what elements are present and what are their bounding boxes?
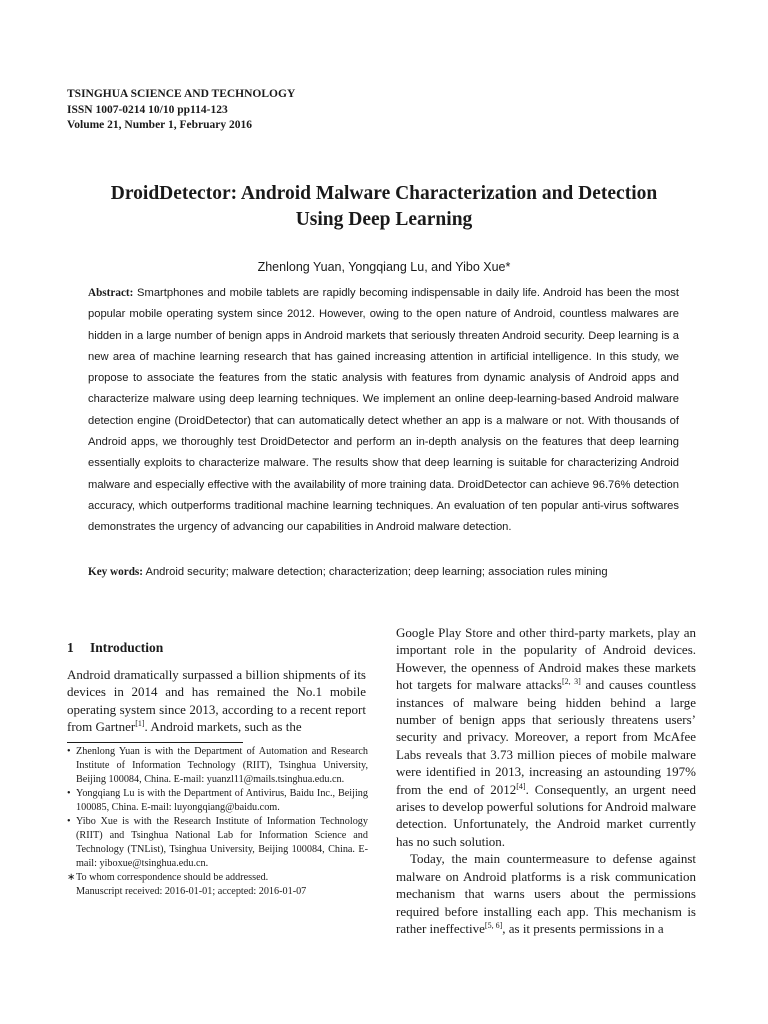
- paper-title-line-2: Using Deep Learning: [295, 209, 473, 230]
- footnotes: [67, 745, 368, 899]
- footnote-text: To whom correspondence should be addressed.: [76, 872, 269, 883]
- journal-issn: ISSN 1007-0214 10/10 pp114-123: [67, 103, 228, 116]
- text-part: and causes countless instances of malware being hidden behind a large number of benign apps that seriously threatens users’ security and privacy. Moreover, a report from McAfee Labs reveals that 3.73 million pieces of mobile malware were identified in 2013, increasing an astounding 197% from the end of 2012: [396, 677, 697, 797]
- citation-4: [4]: [516, 781, 526, 791]
- left-text-part-2: . Android markets, such as the: [144, 719, 302, 735]
- footnote-text: Yongqiang Lu is with the Department of Antivirus, Baidu Inc., Beijing 100085, China. E-mail: luyongqiang@baidu.com.: [76, 788, 368, 813]
- journal-header: [67, 87, 295, 134]
- section-title: Introduction: [90, 640, 164, 655]
- citation-1: [1]: [135, 719, 145, 729]
- paper-title-line-1: DroidDetector: Android Malware Characterization and Detection: [110, 183, 658, 204]
- left-text-part-1: Android dramatically surpassed a billion shipments of its devices in 2014 and has remained the No.1 mobile operating system since 2013, according to a recent report from Gartner: [67, 667, 366, 735]
- footnote-author-1: [67, 745, 368, 787]
- asterisk-icon: ∗: [67, 872, 76, 883]
- footnote-text: Zhenlong Yuan is with the Department of Automation and Research Institute of Information Technology (RIIT), Tsinghua University, Beijing 100084, China. E-mail: yuanzl11@mails.tsinghua.edu.cn.: [76, 746, 368, 785]
- abstract-label: Abstract:: [88, 287, 134, 299]
- left-column-text: [67, 666, 366, 736]
- journal-name: TSINGHUA SCIENCE AND TECHNOLOGY: [67, 88, 296, 100]
- footnote-author-2: [67, 787, 368, 815]
- text-part: , as it presents permissions in a: [502, 920, 664, 936]
- manuscript-dates: Manuscript received: 2016-01-01; accepted: 2016-01-07: [76, 886, 307, 897]
- abstract: [88, 283, 679, 539]
- text-part: . Consequently, an urgent need arises to develop powerful solutions for Android malware detection. Unfortunately, the Android market currently has no such solution.: [396, 781, 697, 849]
- keywords-label: Key words:: [88, 566, 143, 578]
- bullet-icon: •: [67, 816, 71, 827]
- bullet-icon: •: [67, 788, 71, 799]
- text-part: Today, the main countermeasure to defense against malware on Android platforms is a risk communication mechanism that warns users about the permissions required before installing each app. This mechanism is rather ineffective: [396, 851, 696, 936]
- section-heading: [67, 640, 163, 656]
- footnote-divider: [67, 742, 243, 743]
- keywords-text: Android security; malware detection; characterization; deep learning; association rules mining: [145, 566, 608, 578]
- section-number: 1: [67, 640, 74, 655]
- footnote-correspondence: [67, 871, 368, 885]
- keywords: [88, 564, 708, 580]
- citation-5-6: [5, 6]: [484, 920, 503, 930]
- paragraph: [396, 624, 696, 850]
- right-column-text: [396, 624, 696, 937]
- paper-title: [60, 181, 708, 233]
- bullet-icon: •: [67, 746, 71, 757]
- footnote-author-3: [67, 815, 368, 871]
- abstract-text: Smartphones and mobile tablets are rapidly becoming indispensable in daily life. Android has been the most popular mobile operating system since 2012. However, owing to the open nature of Android, countless malwares are hidden in a large number of benign apps in Android markets that seriously threaten Android security. Deep learning is a new area of machine learning research that has gained increasing attention in artificial intelligence. In this study, we propose to associate the features from the static analysis with features from dynamic analysis of Android apps and characterize malware using deep learning techniques. We implement an online deep-learning-based Android malware detection engine (DroidDetector) that can automatically detect whether an app is a malware or not. With thousands of Android apps, we thoroughly test DroidDetector and perform an in-depth analysis on the features that deep learning essentially exploits to characterize malware. The results show that deep learning is suitable for characterizing Android malware and especially effective with the availability of more training data. DroidDetector can achieve 96.76% detection accuracy, which outperforms traditional machine learning techniques. An evaluation of ten popular anti-virus softwares demonstrates the urgency of advancing our capabilities in Android malware detection.: [88, 287, 680, 534]
- journal-volume: Volume 21, Number 1, February 2016: [67, 119, 252, 131]
- footnote-text: Yibo Xue is with the Research Institute of Information Technology (RIIT) and Tsinghua National Lab for Information Science and Technology (TNList), Tsinghua University, Beijing 100084, China. E-mail: yiboxue@tsinghua.edu.cn.: [76, 816, 368, 869]
- paragraph: [396, 850, 696, 937]
- text-part: Google Play Store and other third-party markets, play an important role in the popularity of Android devices. However, the openness of Android makes these markets hot targets for malware attacks: [396, 625, 696, 693]
- citation-2-3: [2, 3]: [561, 677, 581, 687]
- author-list: Zhenlong Yuan, Yongqiang Lu, and Yibo Xue*: [257, 260, 511, 274]
